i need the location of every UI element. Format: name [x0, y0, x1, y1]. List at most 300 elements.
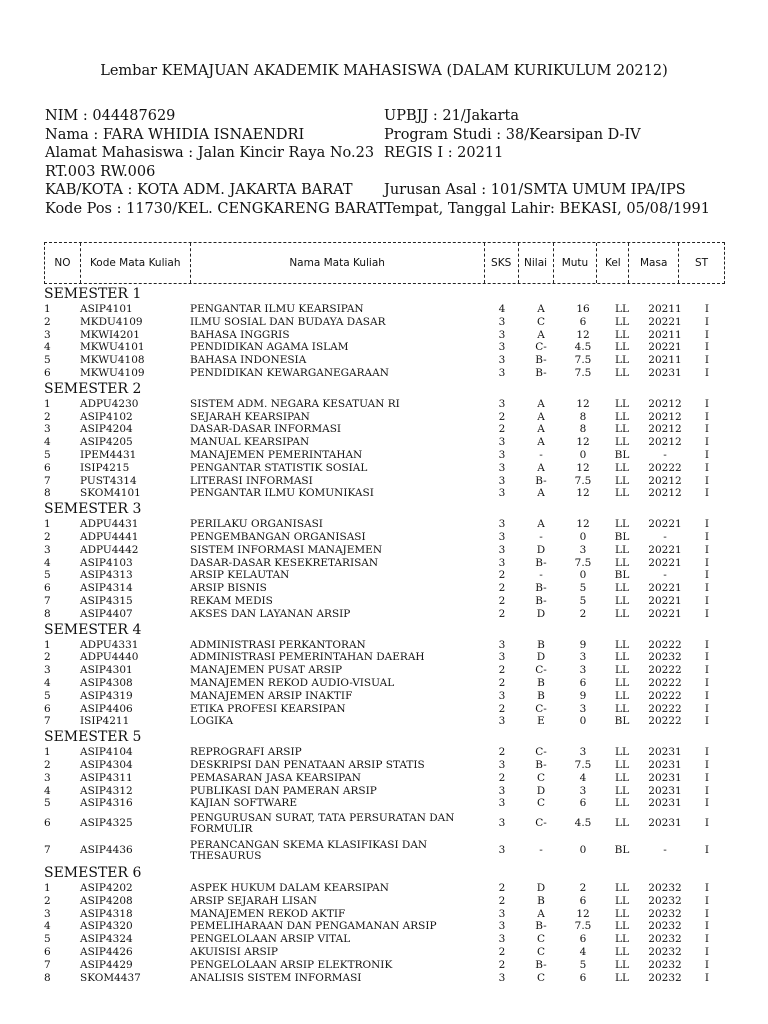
course-masa: 20232	[648, 882, 682, 895]
course-nilai: A	[537, 907, 545, 920]
course-kel: LL	[615, 797, 629, 810]
course-st: I	[704, 907, 710, 920]
row-no: 2	[44, 894, 51, 907]
table-row	[44, 449, 725, 462]
course-sks: 3	[498, 651, 506, 664]
row-no: 4	[44, 676, 51, 689]
course-nilai: A	[537, 518, 545, 531]
course-mutu: 7.5	[574, 354, 592, 367]
course-st: I	[704, 882, 710, 895]
course-st: I	[704, 676, 710, 689]
course-nilai: B	[537, 689, 545, 702]
course-name: MANAJEMEN REKOD AUDIO-VISUAL	[190, 676, 395, 689]
course-sks: 2	[498, 676, 506, 689]
course-nilai: C	[536, 946, 546, 959]
course-name: ILMU SOSIAL DAN BUDAYA DASAR	[190, 315, 386, 328]
course-name: ADMINISTRASI PERKANTORAN	[190, 638, 366, 651]
course-mutu: 6	[579, 676, 587, 689]
course-sks: 3	[498, 971, 506, 984]
course-sks: 3	[498, 461, 506, 474]
course-kel: LL	[615, 582, 629, 595]
course-sks: 3	[498, 366, 506, 379]
course-masa: 20212	[648, 436, 682, 449]
row-no: 7	[44, 594, 51, 607]
course-mutu: 3	[579, 784, 587, 797]
course-masa: 20222	[648, 461, 682, 474]
course-mutu: 0	[579, 844, 587, 857]
course-st: I	[704, 702, 710, 715]
course-mutu: 12	[576, 907, 590, 920]
course-masa: 20222	[648, 715, 682, 728]
course-code: ASIP4204	[80, 423, 133, 436]
course-mutu: 9	[579, 638, 587, 651]
course-st: I	[704, 746, 710, 759]
course-st: I	[704, 971, 710, 984]
course-st: I	[704, 354, 710, 367]
row-no: 1	[44, 638, 51, 651]
course-st: I	[704, 487, 710, 500]
course-mutu: 4.5	[574, 341, 592, 354]
course-name: PENGANTAR ILMU KOMUNIKASI	[190, 487, 374, 500]
row-no: 4	[44, 436, 51, 449]
table-row	[44, 785, 725, 798]
course-mutu: 8	[579, 423, 587, 436]
course-kel: LL	[615, 946, 629, 959]
table-row	[44, 639, 725, 652]
table-row	[44, 746, 725, 759]
course-mutu: 4	[579, 946, 587, 959]
course-code: IPEM4431	[80, 448, 137, 461]
course-kel: LL	[615, 958, 629, 971]
course-code: MKWU4109	[80, 366, 145, 379]
course-mutu: 0	[579, 569, 587, 582]
course-code: MKWU4108	[80, 354, 145, 367]
course-code: ADPU4230	[80, 397, 139, 410]
table-row	[44, 367, 725, 380]
course-kel: LL	[615, 702, 629, 715]
course-code: ASIP4407	[80, 607, 133, 620]
table-row	[44, 569, 725, 582]
row-no: 3	[44, 771, 51, 784]
course-code: ASIP4104	[80, 746, 133, 759]
course-name: ARSIP KELAUTAN	[190, 569, 290, 582]
course-st: I	[704, 594, 710, 607]
course-kel: BL	[614, 530, 630, 543]
course-nilai: B	[537, 676, 545, 689]
course-code: ASIP4102	[80, 410, 133, 423]
course-code: ADPU4440	[80, 651, 139, 664]
course-name: PENDIDIKAN AGAMA ISLAM	[190, 341, 349, 354]
course-st: I	[704, 423, 710, 436]
row-no: 6	[44, 582, 51, 595]
course-st: I	[704, 894, 710, 907]
course-sks: 2	[498, 958, 506, 971]
course-code: ISIP4211	[80, 715, 130, 728]
course-code: ADPU4441	[80, 530, 139, 543]
course-kel: LL	[615, 303, 629, 315]
course-nilai: A	[537, 303, 545, 315]
course-nilai: C	[536, 933, 546, 946]
course-sks: 4	[498, 303, 506, 315]
course-code: ASIP4103	[80, 556, 133, 569]
table-row	[44, 933, 725, 946]
course-name: LITERASI INFORMASI	[190, 474, 313, 487]
header-no: NO	[45, 243, 81, 283]
table-row	[44, 316, 725, 329]
course-nilai: A	[537, 423, 545, 436]
course-code: ASIP4312	[80, 784, 133, 797]
course-mutu: 5	[579, 958, 587, 971]
course-name: PEMELIHARAAN DAN PENGAMANAN ARSIP	[190, 920, 437, 933]
course-kel: LL	[615, 933, 629, 946]
course-st: I	[704, 946, 710, 959]
table-row	[44, 582, 725, 595]
course-st: I	[704, 582, 710, 595]
course-mutu: 7.5	[574, 556, 592, 569]
course-sks: 3	[498, 328, 506, 341]
course-st: I	[704, 797, 710, 810]
course-code: ASIP4319	[80, 689, 133, 702]
course-nilai: B-	[535, 594, 547, 607]
course-sks: 3	[498, 518, 506, 531]
course-mutu: 3	[579, 651, 587, 664]
course-masa: 20211	[648, 328, 682, 341]
course-masa: -	[663, 530, 667, 543]
course-mutu: 6	[579, 933, 587, 946]
course-st: I	[704, 638, 710, 651]
course-name: PENGEMBANGAN ORGANISASI	[190, 530, 366, 543]
course-masa: 20221	[648, 556, 682, 569]
course-sks: 3	[498, 487, 506, 500]
course-st: I	[704, 474, 710, 487]
course-mutu: 12	[576, 436, 590, 449]
course-masa: 20212	[648, 474, 682, 487]
course-mutu: 12	[576, 328, 590, 341]
course-nilai: C	[536, 771, 546, 784]
course-st: I	[704, 689, 710, 702]
course-kel: BL	[614, 715, 630, 728]
course-st: I	[704, 651, 710, 664]
course-mutu: 16	[576, 303, 590, 315]
course-mutu: 7.5	[574, 758, 592, 771]
course-name: MANAJEMEN PUSAT ARSIP	[190, 664, 343, 677]
course-kel: LL	[615, 556, 629, 569]
row-no: 5	[44, 569, 51, 582]
row-no: 7	[44, 715, 51, 728]
course-masa: 20231	[648, 784, 682, 797]
course-masa: 20221	[648, 543, 682, 556]
course-nilai: D	[536, 607, 546, 620]
course-code: ASIP4324	[80, 933, 133, 946]
course-st: I	[704, 530, 710, 543]
row-no: 5	[44, 689, 51, 702]
course-mutu: 4	[579, 771, 587, 784]
row-no: 1	[44, 746, 51, 759]
course-nilai: B-	[535, 920, 547, 933]
table-row	[44, 810, 725, 837]
course-masa: 20221	[648, 594, 682, 607]
course-st: I	[704, 436, 710, 449]
course-mutu: 7.5	[574, 366, 592, 379]
course-mutu: 4.5	[574, 817, 592, 830]
course-code: ASIP4205	[80, 436, 133, 449]
name-field: Nama : FARA WHIDIA ISNAENDRI	[45, 126, 305, 143]
table-row	[44, 487, 725, 500]
course-st: I	[704, 844, 710, 857]
regis-field: REGIS I : 20211	[384, 145, 504, 161]
address-field-rt: RT.003 RW.006	[45, 163, 156, 180]
table-row	[44, 651, 725, 664]
course-masa: -	[663, 569, 667, 582]
course-sks: 2	[498, 423, 506, 436]
row-no: 2	[44, 530, 51, 543]
course-code: ASIP4314	[80, 582, 133, 595]
course-kel: LL	[615, 474, 629, 487]
course-masa: -	[663, 448, 667, 461]
course-nilai: D	[536, 882, 546, 895]
course-mutu: 8	[579, 410, 587, 423]
course-mutu: 6	[579, 894, 587, 907]
semester-heading: SEMESTER 1	[44, 286, 142, 302]
course-sks: 3	[498, 920, 506, 933]
course-nilai: B-	[535, 958, 547, 971]
course-code: ADPU4431	[80, 518, 139, 531]
course-mutu: 6	[579, 971, 587, 984]
course-masa: 20232	[648, 958, 682, 971]
course-nilai: A	[537, 397, 545, 410]
course-name: MANAJEMEN PEMERINTAHAN	[190, 448, 363, 461]
table-row	[44, 608, 725, 621]
table-row	[44, 531, 725, 544]
course-kel: LL	[615, 758, 629, 771]
course-masa: 20221	[648, 607, 682, 620]
header-st: ST	[695, 256, 709, 269]
course-name: SISTEM ADM. NEGARA KESATUAN RI	[190, 397, 400, 410]
course-masa: 20232	[648, 933, 682, 946]
course-name: BAHASA INDONESIA	[190, 354, 307, 367]
course-sks: 2	[498, 771, 506, 784]
course-sks: 2	[498, 582, 506, 595]
course-st: I	[704, 556, 710, 569]
course-mutu: 5	[579, 594, 587, 607]
course-mutu: 0	[579, 715, 587, 728]
row-no: 3	[44, 423, 51, 436]
course-mutu: 3	[579, 664, 587, 677]
row-no: 6	[44, 366, 51, 379]
table-row	[44, 518, 725, 531]
course-sks: 2	[498, 664, 506, 677]
course-mutu: 12	[576, 518, 590, 531]
course-masa: 20232	[648, 971, 682, 984]
course-code: ASIP4304	[80, 758, 133, 771]
course-nilai: B	[537, 894, 545, 907]
row-no: 5	[44, 797, 51, 810]
course-mutu: 6	[579, 797, 587, 810]
course-kel: BL	[614, 569, 630, 582]
program-field: Program Studi : 38/Kearsipan D-IV	[384, 126, 641, 143]
course-code: MKDU4109	[80, 315, 143, 328]
page-title: Lembar KEMAJUAN AKADEMIK MAHASISWA (DALAM KURIKULUM 20212)	[100, 63, 668, 79]
course-kel: LL	[615, 543, 629, 556]
course-masa: 20222	[648, 702, 682, 715]
course-sks: 3	[498, 556, 506, 569]
course-kel: LL	[615, 487, 629, 500]
nim-field: NIM : 044487629	[45, 108, 176, 124]
table-row	[44, 920, 725, 933]
upbjj-field: UPBJJ : 21/Jakarta	[384, 108, 519, 124]
course-sks: 3	[498, 543, 506, 556]
course-st: I	[704, 607, 710, 620]
table-row	[44, 664, 725, 677]
semester-heading: SEMESTER 2	[44, 380, 142, 397]
course-name: DESKRIPSI DAN PENATAAN ARSIP STATIS	[190, 758, 425, 771]
course-kel: LL	[615, 354, 629, 367]
course-sks: 2	[498, 607, 506, 620]
course-kel: LL	[615, 594, 629, 607]
course-nilai: C	[536, 797, 546, 810]
course-masa: 20232	[648, 946, 682, 959]
course-st: I	[704, 448, 710, 461]
course-sks: 3	[498, 530, 506, 543]
course-masa: 20211	[648, 303, 682, 315]
table-row	[44, 946, 725, 959]
course-kel: BL	[614, 844, 630, 857]
table-row	[44, 557, 725, 570]
row-no: 4	[44, 341, 51, 354]
course-table	[44, 285, 725, 984]
course-st: I	[704, 328, 710, 341]
course-masa: 20232	[648, 907, 682, 920]
course-nilai: A	[537, 328, 545, 341]
course-nilai: B-	[535, 474, 547, 487]
course-masa: 20231	[648, 771, 682, 784]
table-row	[44, 759, 725, 772]
row-no: 3	[44, 543, 51, 556]
course-name: REPROGRAFI ARSIP	[190, 746, 302, 759]
course-sks: 3	[498, 354, 506, 367]
course-st: I	[704, 569, 710, 582]
course-name: AKSES DAN LAYANAN ARSIP	[190, 607, 351, 620]
course-kel: LL	[615, 423, 629, 436]
course-masa: 20221	[648, 582, 682, 595]
table-row	[44, 677, 725, 690]
course-masa: 20212	[648, 397, 682, 410]
header-kode: Kode Mata Kuliah	[81, 243, 191, 283]
course-nilai: A	[537, 436, 545, 449]
course-mutu: 3	[579, 543, 587, 556]
course-nilai: B-	[535, 354, 547, 367]
course-st: I	[704, 933, 710, 946]
course-name: REKAM MEDIS	[190, 594, 273, 607]
course-mutu: 7.5	[574, 920, 592, 933]
course-st: I	[704, 817, 710, 830]
course-sks: 3	[498, 784, 506, 797]
course-sks: 3	[498, 315, 506, 328]
course-sks: 3	[498, 817, 506, 830]
course-st: I	[704, 518, 710, 531]
course-code: ASIP4436	[80, 844, 133, 857]
course-st: I	[704, 715, 710, 728]
course-nilai: D	[536, 543, 546, 556]
course-masa: 20212	[648, 487, 682, 500]
table-row	[44, 354, 725, 367]
course-kel: LL	[615, 894, 629, 907]
course-masa: 20231	[648, 366, 682, 379]
address-field: Alamat Mahasiswa : Jalan Kincir Raya No.23	[45, 145, 375, 161]
course-code: ASIP4320	[80, 920, 133, 933]
course-nilai: B-	[535, 758, 547, 771]
course-masa: 20212	[648, 410, 682, 423]
course-nilai: -	[539, 530, 543, 543]
course-code: PUST4314	[80, 474, 137, 487]
header-nilai: Nilai	[519, 243, 554, 283]
course-st: I	[704, 958, 710, 971]
city-field: KAB/KOTA : KOTA ADM. JAKARTA BARAT	[45, 182, 353, 198]
course-code: ASIP4316	[80, 797, 133, 810]
course-code: ASIP4101	[80, 303, 133, 315]
course-masa: 20231	[648, 746, 682, 759]
row-no: 3	[44, 907, 51, 920]
course-name: PENGELOLAAN ARSIP ELEKTRONIK	[190, 958, 393, 971]
course-sks: 3	[498, 907, 506, 920]
row-no: 4	[44, 556, 51, 569]
course-nilai: D	[536, 784, 546, 797]
course-name: PERILAKU ORGANISASI	[190, 518, 323, 531]
header-kel: Kel	[597, 243, 629, 283]
semester-heading: SEMESTER 3	[44, 501, 142, 518]
header-sks: SKS	[485, 243, 519, 283]
course-kel: LL	[615, 771, 629, 784]
course-name: PERANCANGAN SKEMA KLASIFIKASI DAN THESAURUS	[190, 838, 428, 862]
course-name: ARSIP SEJARAH LISAN	[190, 894, 317, 907]
course-st: I	[704, 397, 710, 410]
course-kel: LL	[615, 920, 629, 933]
table-row	[44, 715, 725, 728]
course-sks: 2	[498, 702, 506, 715]
course-code: ASIP4325	[80, 817, 133, 830]
course-nilai: B-	[535, 366, 547, 379]
table-row	[44, 595, 725, 608]
course-sks: 2	[498, 569, 506, 582]
course-mutu: 3	[579, 746, 587, 759]
table-row	[44, 411, 725, 424]
course-masa: 20231	[648, 817, 682, 830]
course-sks: 3	[498, 397, 506, 410]
course-kel: LL	[615, 689, 629, 702]
row-no: 5	[44, 354, 51, 367]
row-no: 6	[44, 461, 51, 474]
course-name: PEMASARAN JASA KEARSIPAN	[190, 771, 361, 784]
course-name: PUBLIKASI DAN PAMERAN ARSIP	[190, 784, 377, 797]
row-no: 8	[44, 971, 51, 984]
course-sks: 3	[498, 474, 506, 487]
table-row	[44, 690, 725, 703]
course-nilai: C	[536, 315, 546, 328]
row-no: 6	[44, 702, 51, 715]
row-no: 6	[44, 817, 51, 830]
course-sks: 3	[498, 638, 506, 651]
row-no: 4	[44, 920, 51, 933]
row-no: 7	[44, 844, 51, 857]
course-st: I	[704, 461, 710, 474]
course-kel: LL	[615, 817, 629, 830]
course-name: MANUAL KEARSIPAN	[190, 436, 310, 449]
course-masa: 20232	[648, 894, 682, 907]
row-no: 1	[44, 882, 51, 895]
course-nilai: B-	[535, 556, 547, 569]
course-kel: LL	[615, 341, 629, 354]
course-name: SEJARAH KEARSIPAN	[190, 410, 310, 423]
